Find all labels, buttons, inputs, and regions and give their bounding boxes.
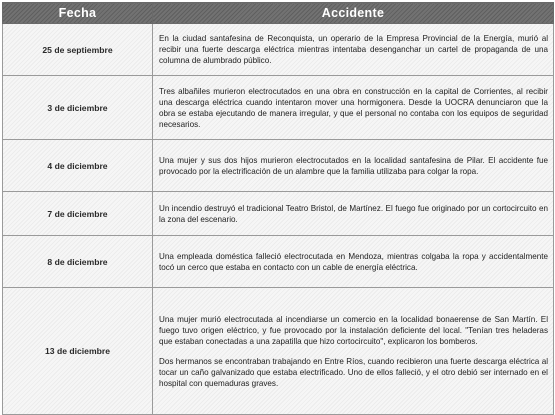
row-paragraph: En la ciudad santafesina de Reconquista, un operario de la Empresa Provincial de la Energía, murió al recibir una fuerte descarga eléctrica mientras intentaba desenganchar un cartel de propaganda de una columna de alumbrado público. (159, 34, 548, 65)
row-description (153, 140, 554, 192)
row-date: 7 de diciembre (3, 192, 153, 236)
row-paragraph: Una empleada doméstica falleció electrocutada en Mendoza, mientras colgaba la ropa y accidentalmente tocó un cerco que estaba en contacto con un cable de energía eléctrica. (159, 251, 548, 272)
header-accidente: Accidente (153, 3, 554, 24)
row-description (153, 192, 554, 236)
header-fecha: Fecha (3, 3, 153, 24)
row-paragraph: Dos hermanos se encontraban trabajando en Entre Ríos, cuando recibieron una fuerte descarga eléctrica al tocar un caño galvanizado que estaba electrificado. Uno de ellos falleció, y el otro debió ser internado en el hospital con quemaduras graves. (159, 356, 548, 388)
row-date: 8 de diciembre (3, 236, 153, 288)
row-date: 4 de diciembre (3, 140, 153, 192)
table-row (3, 236, 554, 288)
row-description (153, 24, 554, 76)
row-paragraph: Una mujer murió electrocutada al incendiarse un comercio en la localidad bonaerense de San Martín. El fuego tuvo origen eléctrico, y fue provocado por la instalación deficiente del local. "Tenían tres heladeras que estaban conectadas a una zapatilla que hizo cortocircuito", explicaron los bomberos. (159, 314, 548, 346)
accidents-table (2, 2, 554, 415)
table-row (3, 192, 554, 236)
row-date: 25 de septiembre (3, 24, 153, 76)
table-row (3, 288, 554, 415)
row-date: 3 de diciembre (3, 76, 153, 140)
table-row (3, 140, 554, 192)
row-paragraph: Un incendio destruyó el tradicional Teatro Bristol, de Martínez. El fuego fue originado por un cortocircuito en la zona del escenario. (159, 203, 548, 224)
row-paragraph: Tres albañiles murieron electrocutados en una obra en construcción en la capital de Corrientes, al recibir una descarga eléctrica cuando intentaron mover una hormigonera. Desde la UOCRA denunciaron que la obra se estaba ejecutando de manera irregular, y que el personal no contaba con los equipos de seguridad necesarios. (159, 86, 548, 129)
row-description (153, 288, 554, 415)
table-row (3, 76, 554, 140)
table-row (3, 24, 554, 76)
row-description (153, 76, 554, 140)
row-paragraph: Una mujer y sus dos hijos murieron electrocutados en la localidad santafesina de Pilar. El accidente fue provocado por la electrificación de un alambre que la familia utilizaba para colgar la ropa. (159, 155, 548, 176)
row-date: 13 de diciembre (3, 288, 153, 415)
row-description (153, 236, 554, 288)
table-header-row (3, 3, 554, 24)
